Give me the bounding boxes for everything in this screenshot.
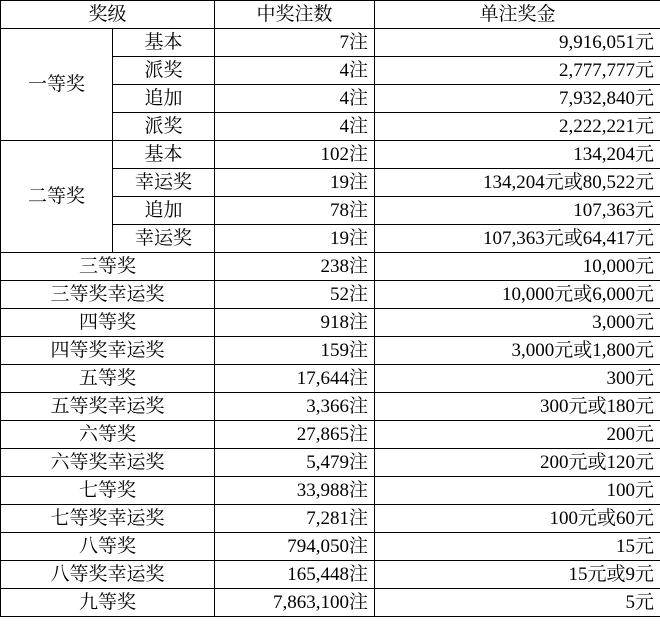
winning-count-cell: 165,448注 <box>215 561 375 589</box>
prize-amount-cell: 100元或60元 <box>375 505 660 533</box>
table-row <box>1 505 660 533</box>
prize-amount-cell: 10,000元或6,000元 <box>375 281 660 309</box>
prize-subtype-cell: 追加 <box>113 85 215 113</box>
winning-count-cell: 52注 <box>215 281 375 309</box>
winning-count-cell: 4注 <box>215 113 375 141</box>
winning-count-cell: 7,281注 <box>215 505 375 533</box>
table-header-row <box>1 1 660 29</box>
winning-count-cell: 5,479注 <box>215 449 375 477</box>
winning-count-cell: 19注 <box>215 225 375 253</box>
winning-count-cell: 918注 <box>215 309 375 337</box>
winning-count-cell: 3,366注 <box>215 393 375 421</box>
prize-amount-cell: 7,932,840元 <box>375 85 660 113</box>
prize-level-cell: 九等奖 <box>1 589 215 617</box>
prize-level-cell: 三等奖 <box>1 253 215 281</box>
prize-amount-cell: 15元 <box>375 533 660 561</box>
prize-amount-cell: 3,000元 <box>375 309 660 337</box>
table-row <box>1 29 660 57</box>
winning-count-cell: 33,988注 <box>215 477 375 505</box>
table-row <box>1 141 660 169</box>
prize-level-cell: 五等奖幸运奖 <box>1 393 215 421</box>
prize-amount-cell: 9,916,051元 <box>375 29 660 57</box>
winning-count-cell: 4注 <box>215 85 375 113</box>
table-row <box>1 253 660 281</box>
table-row <box>1 393 660 421</box>
table-row <box>1 561 660 589</box>
prize-amount-cell: 134,204元 <box>375 141 660 169</box>
prize-subtype-cell: 基本 <box>113 141 215 169</box>
table-row <box>1 309 660 337</box>
prize-amount-cell: 134,204元或80,522元 <box>375 169 660 197</box>
table-row <box>1 449 660 477</box>
table-row <box>1 589 660 617</box>
prize-amount-cell: 3,000元或1,800元 <box>375 337 660 365</box>
table-row <box>1 477 660 505</box>
prize-level-group-cell: 一等奖 <box>1 29 113 141</box>
prize-level-cell: 六等奖 <box>1 421 215 449</box>
prize-level-cell: 八等奖幸运奖 <box>1 561 215 589</box>
prize-subtype-cell: 幸运奖 <box>113 169 215 197</box>
winning-count-cell: 17,644注 <box>215 365 375 393</box>
prize-amount-cell: 200元或120元 <box>375 449 660 477</box>
prize-subtype-cell: 派奖 <box>113 57 215 85</box>
prize-level-cell: 四等奖幸运奖 <box>1 337 215 365</box>
winning-count-cell: 159注 <box>215 337 375 365</box>
prize-amount-cell: 2,222,221元 <box>375 113 660 141</box>
winning-count-cell: 794,050注 <box>215 533 375 561</box>
winning-count-cell: 7,863,100注 <box>215 589 375 617</box>
winning-count-cell: 7注 <box>215 29 375 57</box>
prize-level-cell: 六等奖幸运奖 <box>1 449 215 477</box>
prize-amount-cell: 300元或180元 <box>375 393 660 421</box>
winning-count-cell: 27,865注 <box>215 421 375 449</box>
winning-count-cell: 4注 <box>215 57 375 85</box>
table-row <box>1 365 660 393</box>
prize-subtype-cell: 派奖 <box>113 113 215 141</box>
column-header-level: 奖级 <box>1 1 215 29</box>
table-row <box>1 533 660 561</box>
winning-count-cell: 19注 <box>215 169 375 197</box>
prize-amount-cell: 2,777,777元 <box>375 57 660 85</box>
column-header-amount: 单注奖金 <box>375 1 660 29</box>
prize-level-group-cell: 二等奖 <box>1 141 113 253</box>
prize-amount-cell: 107,363元或64,417元 <box>375 225 660 253</box>
table-body <box>1 29 660 617</box>
prize-level-cell: 三等奖幸运奖 <box>1 281 215 309</box>
prize-amount-cell: 300元 <box>375 365 660 393</box>
winning-count-cell: 102注 <box>215 141 375 169</box>
winning-count-cell: 238注 <box>215 253 375 281</box>
prize-level-cell: 八等奖 <box>1 533 215 561</box>
prize-amount-cell: 107,363元 <box>375 197 660 225</box>
prize-level-cell: 七等奖幸运奖 <box>1 505 215 533</box>
table-row <box>1 421 660 449</box>
table-row <box>1 337 660 365</box>
prize-amount-cell: 200元 <box>375 421 660 449</box>
prize-amount-cell: 100元 <box>375 477 660 505</box>
prize-amount-cell: 10,000元 <box>375 253 660 281</box>
prize-subtype-cell: 幸运奖 <box>113 225 215 253</box>
prize-subtype-cell: 追加 <box>113 197 215 225</box>
winning-count-cell: 78注 <box>215 197 375 225</box>
table-row <box>1 281 660 309</box>
prize-level-cell: 四等奖 <box>1 309 215 337</box>
prize-amount-cell: 5元 <box>375 589 660 617</box>
prize-subtype-cell: 基本 <box>113 29 215 57</box>
column-header-count: 中奖注数 <box>215 1 375 29</box>
prize-level-cell: 五等奖 <box>1 365 215 393</box>
prize-level-cell: 七等奖 <box>1 477 215 505</box>
prize-amount-cell: 15元或9元 <box>375 561 660 589</box>
